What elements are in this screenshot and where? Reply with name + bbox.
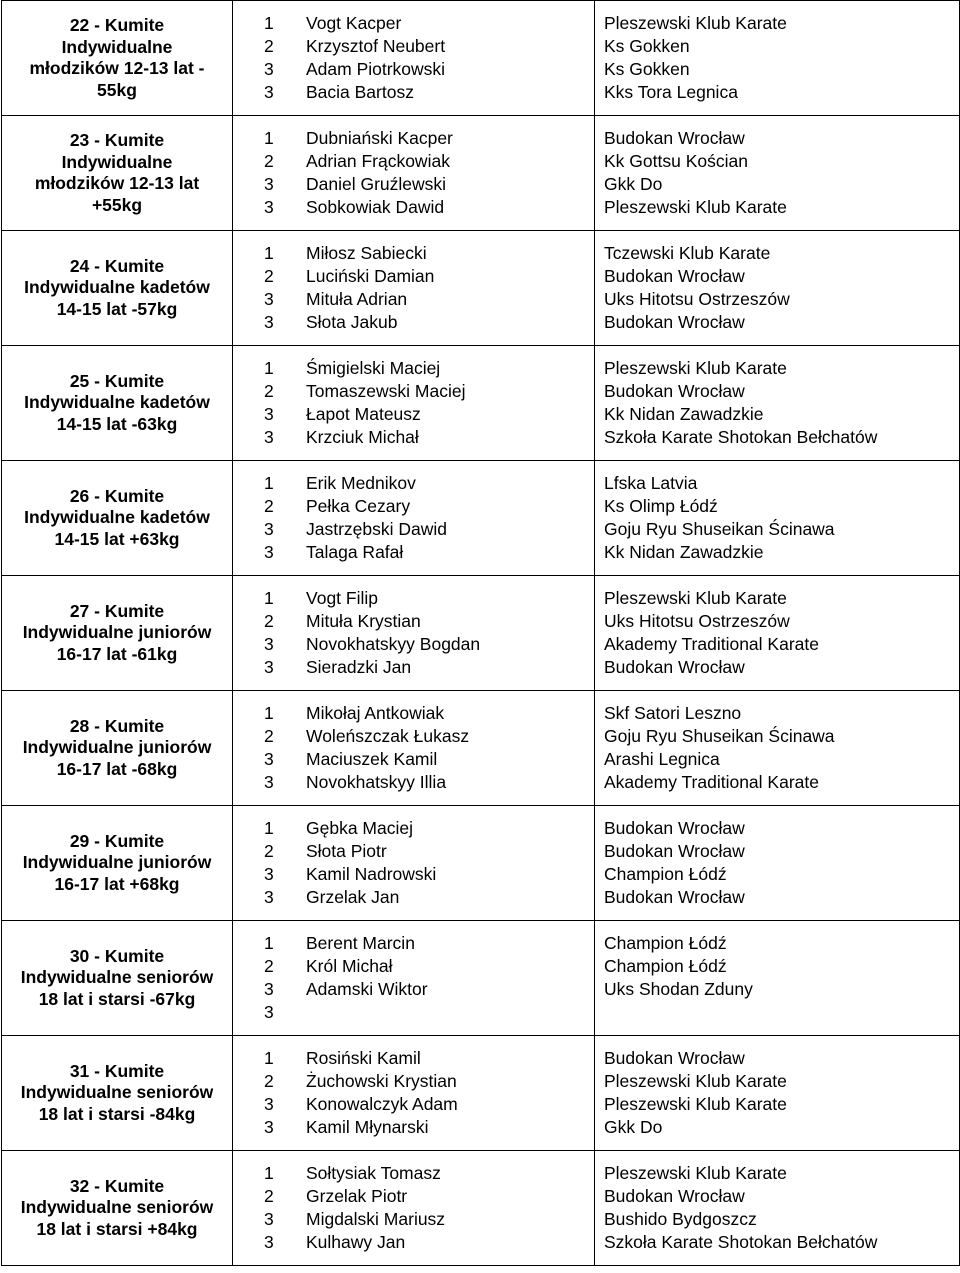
category-title-line: Indywidualne kadetów [24,507,210,528]
club-name: Goju Ryu Shuseikan Ścinawa [604,726,835,746]
club-name: Champion Łódź [604,933,727,953]
club-name: Akademy Traditional Karate [604,772,819,792]
category-row [2,691,960,806]
club-name: Uks Hitotsu Ostrzeszów [604,611,790,631]
place-number: 2 [264,956,274,976]
place-number: 3 [264,979,274,999]
competitor-name: Śmigielski Maciej [306,358,441,378]
club-name: Lfska Latvia [604,473,698,493]
club-name: Budokan Wrocław [604,1186,745,1206]
competitor-name: Łapot Mateusz [306,404,421,424]
competitor-name: Konowalczyk Adam [306,1094,458,1114]
competitor-name: Grzelak Jan [306,887,400,907]
participants-list [233,357,594,449]
club-name [604,1001,959,1024]
result-row [264,587,594,610]
place-number: 2 [264,36,274,56]
result-row [264,1208,594,1231]
category-title-line: 14-15 lat +63kg [54,528,180,549]
clubs-list [595,12,959,104]
place-number: 3 [264,1002,274,1022]
place-number: 2 [264,1186,274,1206]
competitor-name: Migdalski Mariusz [306,1209,446,1229]
participants-list [233,472,594,564]
club-name: Champion Łódź [604,864,727,884]
result-row [264,472,594,495]
clubs-cell [595,1151,960,1266]
place-number: 3 [264,404,274,424]
clubs-cell [595,1,960,116]
result-row [264,403,594,426]
competitor-name: Vogt Filip [306,588,378,608]
place-number: 2 [264,841,274,861]
competitor-name: Miłosz Sabiecki [306,243,427,263]
category-title-line: 25 - Kumite [69,370,165,391]
clubs-cell [595,231,960,346]
category-title-line: Indywidualne juniorów [22,622,212,643]
category-row [2,231,960,346]
club-name: Pleszewski Klub Karate [604,1094,787,1114]
result-row [264,656,594,679]
place-number: 3 [264,312,274,332]
place-number: 3 [264,542,274,562]
participants-list [233,702,594,794]
club-name: Ks Gokken [604,36,690,56]
result-row [264,380,594,403]
participants-list [233,242,594,334]
club-name: Uks Shodan Zduny [604,979,753,999]
place-number: 3 [264,197,274,217]
participants-list [233,587,594,679]
category-title-line: 30 - Kumite [69,945,165,966]
participants-list [233,127,594,219]
competitor-name: Mikołaj Antkowiak [306,703,445,723]
place-number: 2 [264,496,274,516]
competitor-name: Talaga Rafał [306,542,404,562]
category-title-line: Indywidualne kadetów [24,392,210,413]
club-name: Budokan Wrocław [604,128,745,148]
club-name: Budokan Wrocław [604,266,745,286]
result-row [264,81,594,104]
result-row [264,265,594,288]
category-title-line: 32 - Kumite [69,1175,165,1196]
club-name: Pleszewski Klub Karate [604,588,787,608]
competitor-name: Novokhatskyy Illia [306,772,447,792]
club-name: Budokan Wrocław [604,1048,745,1068]
place-number: 3 [264,427,274,447]
result-row [264,1047,594,1070]
result-row [264,817,594,840]
clubs-list [595,587,959,679]
category-title-line: 31 - Kumite [69,1060,165,1081]
club-name: Champion Łódź [604,956,727,976]
place-number: 2 [264,611,274,631]
category-title-line: młodzików 12-13 lat - [29,58,205,78]
place-number: 2 [264,381,274,401]
category-row [2,116,960,231]
category-title [2,1036,233,1151]
club-name: Szkoła Karate Shotokan Bełchatów [604,427,878,447]
club-name: Kk Gottsu Kościan [604,151,748,171]
category-title [2,1151,233,1266]
competitor-name: Gębka Maciej [306,818,413,838]
clubs-cell [595,346,960,461]
clubs-list [595,127,959,219]
result-row [264,518,594,541]
place-number: 3 [264,772,274,792]
place-number: 1 [264,243,274,263]
place-number: 1 [264,588,274,608]
competitor-name: Grzelak Piotr [306,1186,408,1206]
competitor-name: Luciński Damian [306,266,435,286]
category-row [2,1151,960,1266]
category-title-line: 14-15 lat -63kg [56,413,178,434]
clubs-cell [595,116,960,231]
result-row [264,357,594,380]
club-name: Kk Nidan Zawadzkie [604,404,764,424]
category-title-line: 26 - Kumite [69,485,165,506]
participants-cell [233,576,595,691]
place-number: 1 [264,473,274,493]
result-row [264,1070,594,1093]
place-number: 3 [264,864,274,884]
result-row [264,288,594,311]
category-title [2,461,233,576]
result-row [264,702,594,725]
clubs-list [595,472,959,564]
place-number: 1 [264,818,274,838]
club-name: Akademy Traditional Karate [604,634,819,654]
participants-cell [233,1151,595,1266]
result-row [264,196,594,219]
result-row [264,932,594,955]
place-number: 1 [264,13,274,33]
category-row [2,346,960,461]
place-number: 3 [264,1232,274,1252]
competitor-name: Kamil Nadrowski [306,864,437,884]
category-row [2,1036,960,1151]
result-row [264,1185,594,1208]
competitor-name: Novokhatskyy Bogdan [306,634,481,654]
place-number: 2 [264,266,274,286]
place-number: 3 [264,174,274,194]
result-row [264,311,594,334]
competitor-name: Adamski Wiktor [306,979,428,999]
result-row [264,863,594,886]
clubs-list [595,242,959,334]
competitor-name: Tomaszewski Maciej [306,381,466,401]
clubs-list [595,817,959,909]
result-row [264,541,594,564]
club-name: Kks Tora Legnica [604,82,738,102]
competitor-name: Woleńszczak Łukasz [306,726,470,746]
club-name: Ks Olimp Łódź [604,496,718,516]
participants-cell [233,691,595,806]
category-title-line: Indywidualne [61,151,173,172]
category-title-line: 18 lat i starsi -67kg [38,988,196,1009]
category-row [2,461,960,576]
category-title-line: 23 - Kumite [69,130,165,150]
result-row [264,1001,594,1024]
results-table [1,0,960,1266]
competitor-name: Erik Mednikov [306,473,416,493]
result-row [264,127,594,150]
category-title [2,346,233,461]
category-title-line: 14-15 lat -57kg [56,298,178,319]
club-name: Bushido Bydgoszcz [604,1209,757,1229]
category-title [2,921,233,1036]
club-name: Budokan Wrocław [604,841,745,861]
place-number: 1 [264,1048,274,1068]
club-name: Szkoła Karate Shotokan Bełchatów [604,1232,878,1252]
club-name: Budokan Wrocław [604,381,745,401]
category-title-line: 24 - Kumite [69,255,165,276]
competitor-name: Bacia Bartosz [306,82,414,102]
participants-cell [233,1036,595,1151]
place-number: 3 [264,289,274,309]
result-row [264,978,594,1001]
category-title-line: +55kg [91,194,143,215]
result-row [264,725,594,748]
competitor-name: Adam Piotrkowski [306,59,446,79]
competitor-name: Mituła Adrian [306,289,408,309]
place-number: 3 [264,1094,274,1114]
category-title-line: Indywidualne juniorów [22,737,212,758]
participants-cell [233,346,595,461]
competitor-name: Pełka Cezary [306,496,411,516]
result-row [264,495,594,518]
category-title-line: Indywidualne juniorów [22,852,212,873]
club-name: Pleszewski Klub Karate [604,358,787,378]
competitor-name: Maciuszek Kamil [306,749,438,769]
club-name: Gkk Do [604,1117,663,1137]
place-number: 3 [264,82,274,102]
category-title-line: 22 - Kumite [69,15,165,35]
category-title [2,1,233,116]
category-title-line: Indywidualne kadetów [24,277,210,298]
result-row [264,955,594,978]
competitor-name: Vogt Kacper [306,13,402,33]
category-title-line: młodzików 12-13 lat [34,173,200,193]
place-number: 3 [264,59,274,79]
place-number: 3 [264,749,274,769]
competitor-name: Daniel Gruźlewski [306,174,447,194]
competitor-name: Sieradzki Jan [306,657,412,677]
competitor-name: Słota Piotr [306,841,387,861]
result-row [264,748,594,771]
result-row [264,771,594,794]
competitor-name: Kulhawy Jan [306,1232,406,1252]
clubs-cell [595,1036,960,1151]
place-number: 1 [264,358,274,378]
category-row [2,806,960,921]
club-name: Budokan Wrocław [604,818,745,838]
club-name: Tczewski Klub Karate [604,243,771,263]
clubs-list [595,1047,959,1139]
participants-cell [233,231,595,346]
category-title [2,576,233,691]
competitor-name: Kamil Młynarski [306,1117,429,1137]
participants-list [233,1047,594,1139]
club-name: Goju Ryu Shuseikan Ścinawa [604,519,835,539]
competitor-name: Rosiński Kamil [306,1048,421,1068]
category-title [2,231,233,346]
participants-cell [233,921,595,1036]
participants-list [233,932,594,1024]
category-title-line: 16-17 lat -61kg [56,643,178,664]
category-title-line: Indywidualne seniorów [20,967,214,988]
category-title-line: 16-17 lat -68kg [56,758,178,779]
result-row [264,426,594,449]
clubs-cell [595,806,960,921]
competitor-name [306,1001,594,1024]
clubs-list [595,357,959,449]
category-title-line: Indywidualne [61,36,173,57]
club-name: Ks Gokken [604,59,690,79]
participants-list [233,12,594,104]
result-row [264,886,594,909]
club-name: Pleszewski Klub Karate [604,197,787,217]
competitor-name: Krzciuk Michał [306,427,419,447]
place-number: 3 [264,657,274,677]
result-row [264,633,594,656]
clubs-list [595,1162,959,1254]
place-number: 1 [264,128,274,148]
category-title-line: 29 - Kumite [69,830,165,851]
club-name: Uks Hitotsu Ostrzeszów [604,289,790,309]
competitor-name: Dubniański Kacper [306,128,453,148]
place-number: 1 [264,1163,274,1183]
competitor-name: Jastrzębski Dawid [306,519,448,539]
competitor-name: Mituła Krystian [306,611,421,631]
place-number: 3 [264,887,274,907]
competitor-name: Berent Marcin [306,933,415,953]
result-row [264,1116,594,1139]
competitor-name: Krzysztof Neubert [306,36,446,56]
result-row [264,610,594,633]
competitor-name: Sołtysiak Tomasz [306,1163,441,1183]
category-title-line: 16-17 lat +68kg [54,873,180,894]
club-name: Skf Satori Leszno [604,703,742,723]
club-name: Pleszewski Klub Karate [604,13,787,33]
clubs-cell [595,691,960,806]
participants-cell [233,1,595,116]
club-name: Budokan Wrocław [604,657,745,677]
result-row [264,242,594,265]
category-title-line: 18 lat i starsi -84kg [38,1103,196,1124]
clubs-cell [595,921,960,1036]
club-name: Budokan Wrocław [604,887,745,907]
place-number: 1 [264,703,274,723]
competitor-name: Żuchowski Krystian [306,1071,457,1091]
competitor-name: Sobkowiak Dawid [306,197,445,217]
result-row [264,58,594,81]
club-name: Budokan Wrocław [604,312,745,332]
participants-list [233,817,594,909]
place-number: 2 [264,726,274,746]
competitor-name: Słota Jakub [306,312,398,332]
competitor-name: Adrian Frąckowiak [306,151,450,171]
place-number: 3 [264,634,274,654]
category-row [2,1,960,116]
category-title-line: 27 - Kumite [69,600,165,621]
club-name: Arashi Legnica [604,749,720,769]
result-row [264,1162,594,1185]
result-row [264,12,594,35]
place-number: 2 [264,1071,274,1091]
result-row [264,1231,594,1254]
result-row [264,35,594,58]
participants-list [233,1162,594,1254]
club-name: Gkk Do [604,174,663,194]
result-row [264,1093,594,1116]
category-row [2,921,960,1036]
category-title-line: 18 lat i starsi +84kg [36,1218,198,1239]
category-title-line: Indywidualne seniorów [20,1197,214,1218]
participants-cell [233,116,595,231]
place-number: 3 [264,1117,274,1137]
competitor-name: Król Michał [306,956,393,976]
club-name: Kk Nidan Zawadzkie [604,542,764,562]
clubs-list [595,702,959,794]
clubs-cell [595,461,960,576]
place-number: 3 [264,1209,274,1229]
club-name: Pleszewski Klub Karate [604,1163,787,1183]
clubs-cell [595,576,960,691]
category-title [2,116,233,231]
category-title-line: Indywidualne seniorów [20,1082,214,1103]
participants-cell [233,806,595,921]
result-row [264,840,594,863]
result-row [264,173,594,196]
clubs-list [595,932,959,1024]
category-row [2,576,960,691]
category-title-line: 28 - Kumite [69,715,165,736]
result-row [264,150,594,173]
category-title [2,691,233,806]
category-title [2,806,233,921]
club-name: Pleszewski Klub Karate [604,1071,787,1091]
place-number: 1 [264,933,274,953]
participants-cell [233,461,595,576]
category-title-line: 55kg [97,79,137,100]
place-number: 3 [264,519,274,539]
place-number: 2 [264,151,274,171]
results-table-body [2,1,960,1266]
